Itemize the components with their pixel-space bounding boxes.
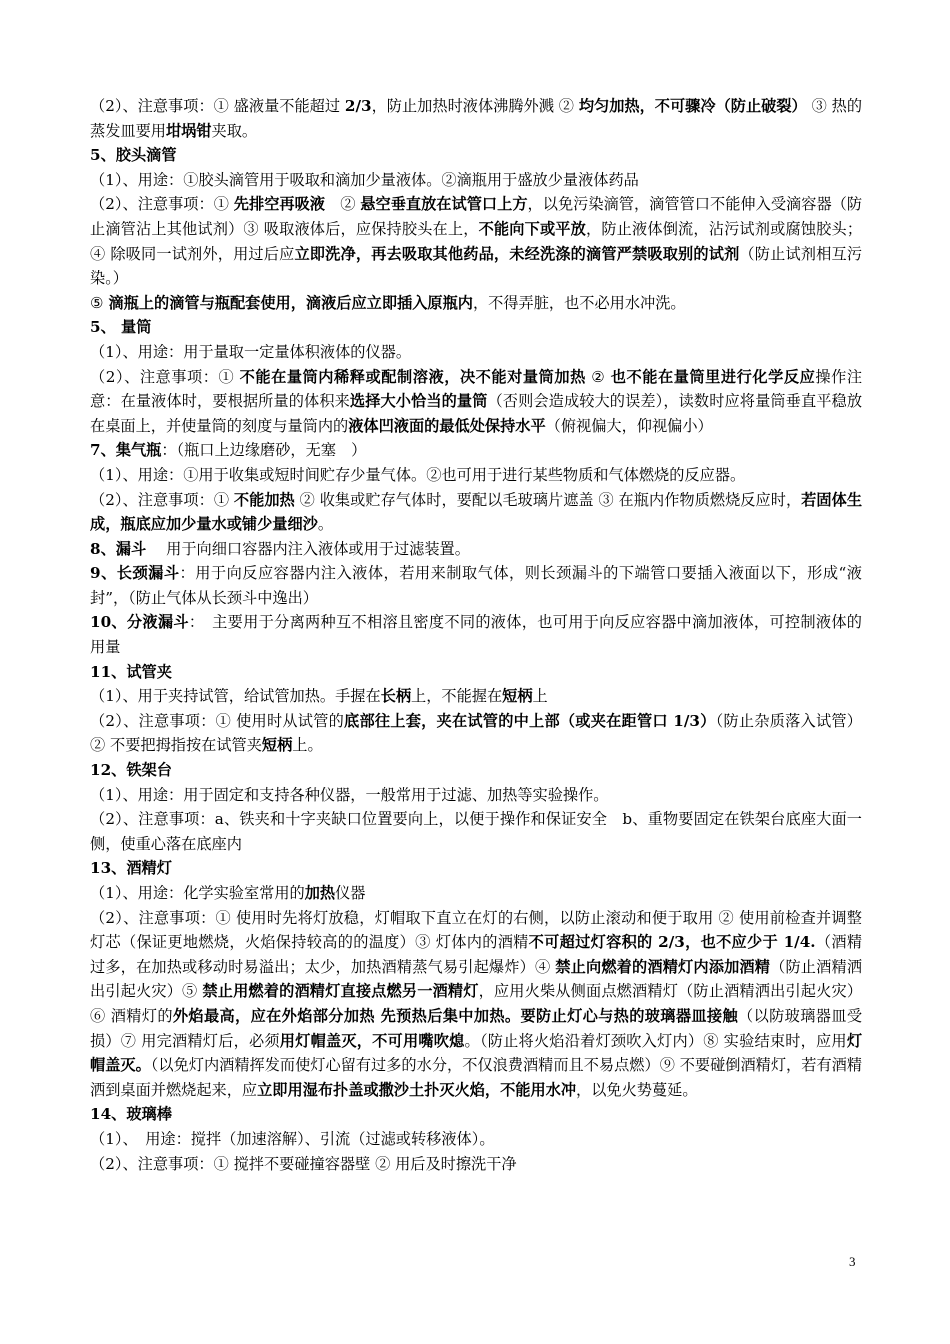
section-heading [90, 856, 862, 881]
bold-text: 不能向下或平放 [478, 219, 586, 238]
bold-text: 13、酒精灯 [90, 859, 172, 878]
text-run: ② [325, 195, 361, 214]
text-run: 。（防止将火焰沿着灯颈吹入灯内）⑧ 实验结束时，应用 [464, 1031, 847, 1050]
section-heading [90, 143, 862, 168]
bold-text: 立即洗净，再去吸取其他药品，未经洗涤的滴管严禁吸取别的试剂 [294, 244, 740, 263]
paragraph [90, 438, 862, 463]
bold-text: 先排空再吸液 [233, 195, 326, 214]
text-run: 上。 [292, 736, 323, 755]
bold-text: 加热 [304, 884, 336, 902]
paragraph [90, 463, 862, 488]
text-run: ② 收集或贮存气体时，要配以毛玻璃片遮盖 ③ 在瓶内作物质燃烧反应时， [294, 490, 802, 509]
bold-text: 坩埚钳 [165, 121, 212, 140]
paragraph [90, 192, 862, 290]
paragraph [90, 1127, 862, 1152]
bold-text: 11、试管夹 [90, 662, 172, 681]
text-run: （以免灯内酒精挥发而使灯心留有过多的水分，不仅浪费酒精而且不易点燃）⑨ 不要碰倒酒精灯，若有酒精洒到桌面并燃烧起来，应 [90, 1056, 863, 1099]
paragraph [90, 291, 862, 316]
text-run: （防止试剂相互污染。） [90, 244, 863, 288]
paragraph [90, 1152, 862, 1177]
text-run: （1）、用途：①胶头滴管用于吸取和滴加少量液体。②滴瓶用于盛放少量液体药品 [90, 170, 639, 189]
bold-text: 14、玻璃棒 [90, 1105, 172, 1124]
bold-text: 若固体生成，瓶底应加少量水或铺少量细沙 [90, 490, 863, 534]
text-run: 用于向细口容器内注入液体或用于过滤装置。 [146, 539, 470, 558]
bold-text: 长柄 [380, 687, 412, 706]
bold-text: 均匀加热，不可骤冷（防止破裂） [578, 97, 807, 115]
text-run: （否则会造成较大的误差），读数时应将量筒垂直平稳放在桌面上，并使量筒的刻度与量筒内的 [90, 392, 863, 435]
bold-text: 5、 量筒 [90, 318, 152, 337]
text-run: 上，不能握在 [411, 687, 503, 706]
bold-text: 2/3 [344, 97, 372, 115]
text-run: （2）、注意事项：① 使用时从试管的 [90, 711, 345, 730]
paragraph [90, 783, 862, 808]
bold-text: 用灯帽盖灭，不可用嘴吹熄 [279, 1031, 465, 1050]
bold-text: 短柄 [261, 736, 293, 755]
bold-text: 9、长颈漏斗 [90, 564, 180, 583]
bold-text: 10、分液漏斗 [90, 613, 189, 632]
text-run: ，防止加热时液体沸腾外溅 ② [371, 97, 579, 115]
bold-text: 选择大小恰当的量筒 [349, 392, 488, 411]
text-run: （2）、注意事项：① 使用时先将灯放稳，灯帽取下直立在灯的右侧，以防止滚动和便于取用 ② 使用前检查并调整灯芯（保证更地燃烧，火焰保持较高的的温度）③ 灯体内的酒精 [90, 908, 862, 952]
text-run: （防止杂质落入试管） ② 不要把拇指按在试管夹 [90, 711, 862, 755]
text-run: 上 [532, 687, 548, 706]
text-run: ，以免火势蔓延。 [576, 1080, 698, 1099]
bold-text: 不能在量筒内稀释或配制溶液，决不能对量筒加热 [239, 367, 586, 386]
text-run: 操作注意：在量液体时，要根据所量的体积来 [90, 367, 863, 411]
paragraph [90, 610, 862, 659]
paragraph [90, 684, 862, 709]
bold-text: 短柄 [502, 687, 533, 706]
text-run: ，以免污染滴管，滴管管口不能伸入受滴容器（防止滴管沾上其他试剂）③ 吸取液体后，应保持胶头在上， [90, 195, 863, 238]
text-run: （1）、用途：用于量取一定量体积液体的仪器。 [90, 342, 412, 361]
text-run: ： 主要用于分离两种互不相溶且密度不同的液体，也可用于向反应容器中滴加液体，可控制液体的用量 [90, 613, 862, 657]
paragraph [90, 881, 862, 906]
text-run: 仪器 [335, 884, 366, 902]
text-run: （酒精过多，在加热或移动时易溢出；太少，加热酒精蒸气易引起爆炸）④ [90, 933, 863, 976]
bold-text: 8、漏斗 [90, 539, 147, 558]
bold-text: 12、铁架台 [90, 761, 172, 780]
text-run: （1）、用途：用于固定和支持各种仪器，一般常用于过滤、加热等实验操作。 [90, 785, 609, 804]
paragraph [90, 340, 862, 365]
text-run: （2）、注意事项：① [90, 367, 240, 386]
paragraph [90, 94, 862, 143]
bold-text: 也不能在量筒里进行化学反应 [610, 367, 816, 386]
text-run: （以防玻璃器皿受损）⑦ 用完酒精灯后，必须 [90, 1006, 863, 1050]
section-heading [90, 315, 862, 340]
bold-text: 灯帽盖灭。 [90, 1031, 863, 1075]
section-heading [90, 758, 862, 783]
text-run: （1）、用于夹持试管，给试管加热。手握在 [90, 687, 381, 706]
section-heading [90, 1102, 862, 1127]
paragraph [90, 807, 862, 856]
paragraph [90, 709, 862, 758]
text-run: ：（瓶口上边缘磨砂，无塞 ） [161, 441, 367, 460]
text-run: （2）、注意事项：a、铁夹和十字夹缺口位置要向上，以便于操作和保证安全 b、重物要固定在铁架台底座大面一侧，使重心落在底座内 [90, 810, 862, 853]
text-run: （2）、注意事项：① 盛液量不能超过 [90, 97, 345, 115]
bold-text: 液体凹液面的最低处保持水平 [348, 416, 546, 435]
bold-text: 外焰最高，应在外焰部分加热 先预热后集中加热。要防止灯心与热的玻璃器皿接触 [172, 1006, 739, 1025]
text-run: ，不得弄脏，也不必用水冲洗。 [472, 293, 686, 312]
paragraph [90, 168, 862, 193]
text-run: ，应用火柴从侧面点燃酒精灯（防止酒精洒出引起火灾）⑥ 酒精灯的 [90, 982, 863, 1025]
bold-text: 立即用湿布扑盖或撒沙土扑灭火焰，不能用水冲 [257, 1080, 576, 1099]
bold-text: 7、集气瓶 [90, 441, 162, 460]
text-run: （1）、用途：①用于收集或短时间贮存少量气体。②也可用于进行某些物质和气体燃烧的反应器。 [90, 465, 746, 484]
text-run: 。 [317, 515, 333, 534]
text-run: 夹取。 [211, 121, 258, 140]
paragraph [90, 906, 862, 1103]
bold-text: 不能加热 [233, 490, 295, 509]
paragraph [90, 537, 862, 562]
text-run: （2）、注意事项：① [90, 195, 234, 214]
document-body [90, 94, 862, 1176]
text-run: ② [585, 367, 611, 386]
page-number: 3 [849, 1254, 856, 1269]
text-run: （2）、注意事项：① 搅拌不要碰撞容器壁 ② 用后及时擦洗干净 [90, 1154, 517, 1173]
bold-text: 不可超过灯容积的 2/3，也不应少于 1/4. [528, 933, 816, 952]
text-run: （1）、用途：化学实验室常用的 [90, 884, 305, 902]
paragraph [90, 561, 862, 610]
text-run: （防止酒精洒出引起火灾）⑤ [90, 957, 863, 1001]
text-run: ，防止液体倒流，沾污试剂或腐蚀胶头；④ 除吸同一试剂外，用过后应 [90, 219, 863, 263]
bold-text: 滴瓶上的滴管与瓶配套使用，滴液后应立即插入原瓶内 [108, 293, 473, 312]
bold-text: 悬空垂直放在试管口上方 [360, 195, 528, 214]
section-heading [90, 660, 862, 685]
bold-text: 底部往上套，夹在试管的中上部（或夹在距管口 1/3） [344, 711, 716, 730]
text-run: ：用于向反应容器内注入液体，若用来制取气体，则长颈漏斗的下端管口要插入液面以下，形成“液封”，（防止气体从长颈斗中逸出） [90, 564, 862, 607]
text-run: ③ 热的蒸发皿要用 [90, 97, 863, 140]
text-run: （2）、注意事项：① [90, 490, 234, 509]
paragraph [90, 488, 862, 537]
paragraph [90, 365, 862, 439]
bold-text: 禁止向燃着的酒精灯内添加酒精 [555, 957, 771, 976]
text-run: ⑤ [90, 293, 109, 312]
text-run: （俯视偏大，仰视偏小） [545, 416, 713, 435]
bold-text: 禁止用燃着的酒精灯直接点燃另一酒精灯 [202, 982, 479, 1001]
bold-text: 5、胶头滴管 [90, 146, 177, 165]
text-run: （1）、 用途：搅拌（加速溶解）、引流（过滤或转移液体）。 [90, 1129, 495, 1148]
